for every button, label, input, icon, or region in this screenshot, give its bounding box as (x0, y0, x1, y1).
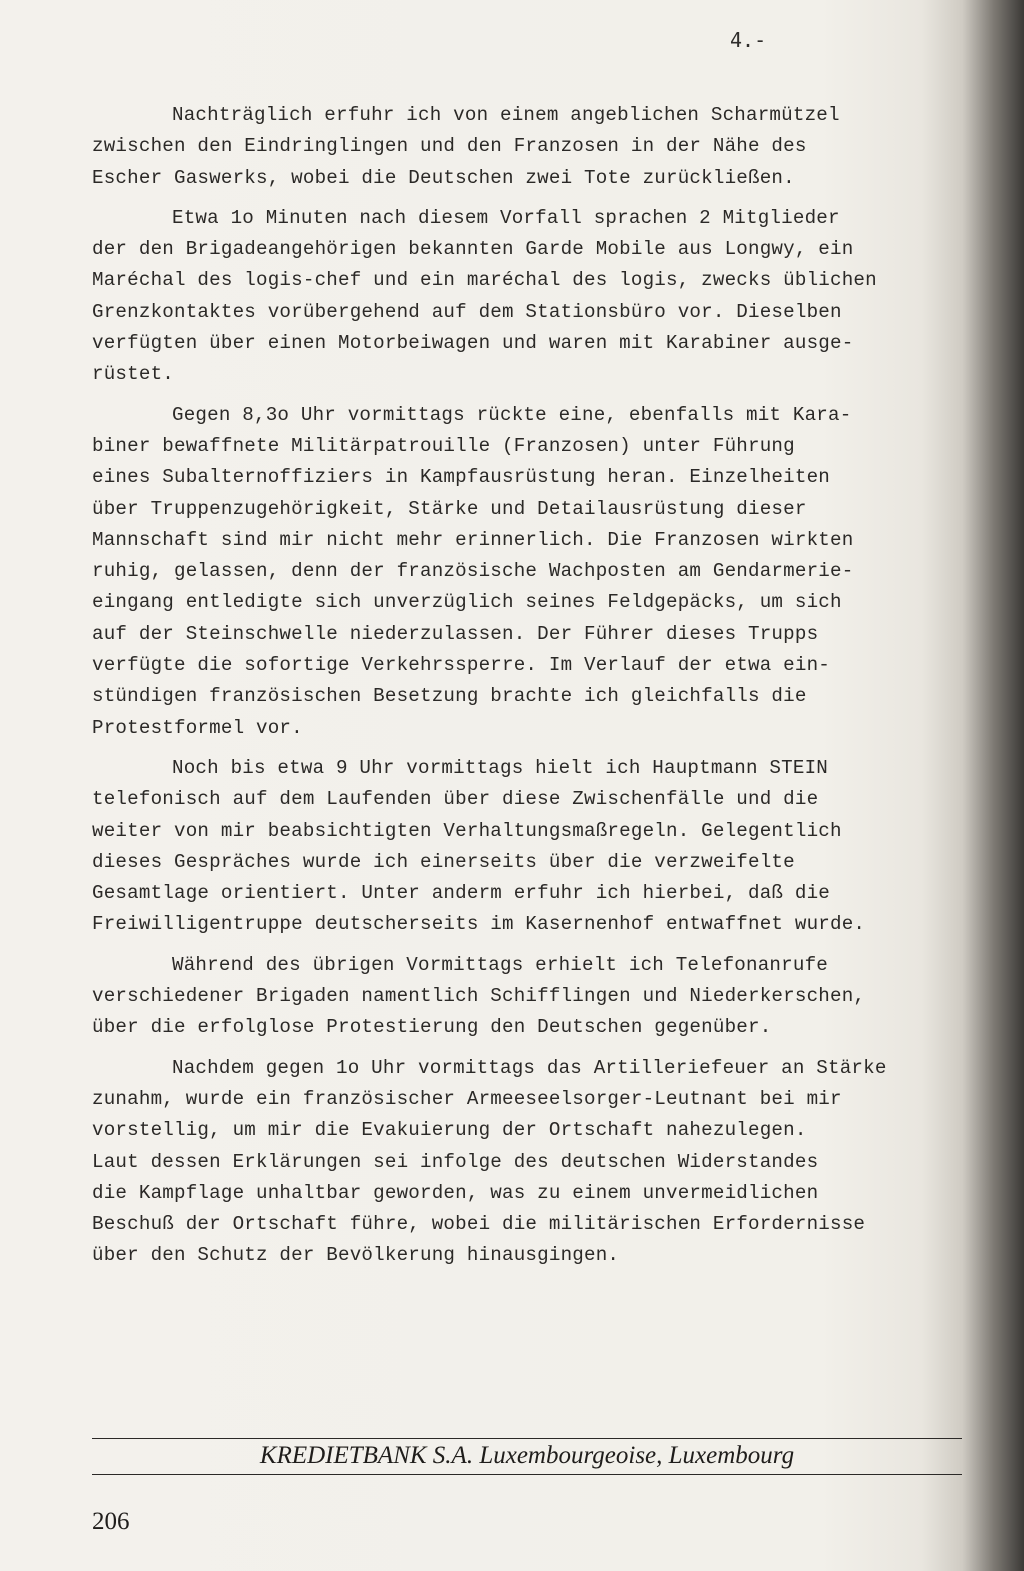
text-line: zwischen den Eindringlingen und den Franzosen in der Nähe des (92, 135, 807, 158)
text-line: zunahm, wurde ein französischer Armeeseelsorger-Leutnant bei mir (92, 1087, 842, 1110)
paragraph-3 (92, 400, 972, 744)
typed-page-marker: 4.- (730, 28, 767, 52)
text-line: Während des übrigen Vormittags erhielt ich Telefonanrufe (172, 953, 829, 976)
text-line: verschiedener Brigaden namentlich Schifflingen und Niederkerschen, (92, 985, 866, 1008)
paragraph-2 (92, 203, 972, 391)
text-line: Nachdem gegen 1o Uhr vormittags das Artilleriefeuer an Stärke (172, 1056, 887, 1079)
footer-rule-top (92, 1438, 962, 1439)
paragraph-5 (92, 950, 972, 1044)
text-line: Gegen 8,3o Uhr vormittags rückte eine, ebenfalls mit Kara- (172, 403, 852, 426)
text-line: über Truppenzugehörigkeit, Stärke und Detailausrüstung dieser (92, 497, 807, 520)
text-line: Noch bis etwa 9 Uhr vormittags hielt ich Hauptmann STEIN (172, 756, 829, 779)
text-line: Maréchal des logis-chef und ein maréchal des logis, zwecks üblichen (92, 269, 877, 292)
footer-rule-bottom (92, 1474, 962, 1475)
paragraph-6 (92, 1053, 972, 1272)
text-line: eingang entledigte sich unverzüglich seines Feldgepäcks, um sich (92, 591, 842, 614)
text-line: rüstet. (92, 363, 175, 386)
text-line: der den Brigadeangehörigen bekannten Garde Mobile aus Longwy, ein (92, 238, 854, 261)
text-line: vorstellig, um mir die Evakuierung der Ortschaft nahezulegen. (92, 1119, 807, 1142)
text-line: Protestformel vor. (92, 716, 303, 739)
text-line: ruhig, gelassen, denn der französische Wachposten am Gendarmerie- (92, 560, 854, 583)
typewritten-text (92, 100, 972, 1281)
text-line: eines Subalternoffiziers in Kampfausrüstung heran. Einzelheiten (92, 466, 831, 489)
paragraph-4 (92, 753, 972, 941)
paragraph-1 (92, 100, 972, 194)
text-line: Grenzkontaktes vorübergehend auf dem Stationsbüro vor. Dieselben (92, 300, 842, 323)
text-line: über die erfolglose Protestierung den Deutschen gegenüber. (92, 1016, 772, 1039)
footer-bank-name: KREDIETBANK S.A. Luxembourgeoise, Luxembourg (259, 1442, 795, 1469)
text-line: über den Schutz der Bevölkerung hinausgingen. (92, 1244, 620, 1267)
text-line: telefonisch auf dem Laufenden über diese Zwischenfälle und die (92, 788, 819, 811)
text-line: verfügten über einen Motorbeiwagen und waren mit Karabiner ausge- (92, 332, 854, 355)
text-line: Nachträglich erfuhr ich von einem angeblichen Scharmützel (172, 104, 840, 126)
text-line: die Kampflage unhaltbar geworden, was zu einem unvermeidlichen (92, 1181, 819, 1204)
text-line: Laut dessen Erklärungen sei infolge des deutschen Widerstandes (92, 1150, 819, 1173)
page-number: 206 (92, 1508, 130, 1535)
text-line: weiter von mir beabsichtigten Verhaltungsmaßregeln. Gelegentlich (92, 819, 842, 842)
text-line: Freiwilligentruppe deutscherseits im Kasernenhof entwaffnet wurde. (92, 913, 866, 936)
text-line: Mannschaft sind mir nicht mehr erinnerlich. Die Franzosen wirkten (92, 528, 854, 551)
text-line: Escher Gaswerks, wobei die Deutschen zwei Tote zurückließen. (92, 166, 795, 189)
text-line: biner bewaffnete Militärpatrouille (Franzosen) unter Führung (92, 434, 795, 457)
text-line: dieses Gespräches wurde ich einerseits über die verzweifelte (92, 850, 795, 873)
text-line: Beschuß der Ortschaft führe, wobei die militärischen Erfordernisse (92, 1213, 866, 1236)
text-line: Etwa 1o Minuten nach diesem Vorfall sprachen 2 Mitglieder (172, 206, 840, 229)
text-line: auf der Steinschwelle niederzulassen. Der Führer dieses Trupps (92, 622, 819, 645)
text-line: stündigen französischen Besetzung brachte ich gleichfalls die (92, 685, 807, 708)
text-line: verfügte die sofortige Verkehrssperre. Im Verlauf der etwa ein- (92, 654, 831, 677)
text-line: Gesamtlage orientiert. Unter anderm erfuhr ich hierbei, daß die (92, 882, 831, 905)
